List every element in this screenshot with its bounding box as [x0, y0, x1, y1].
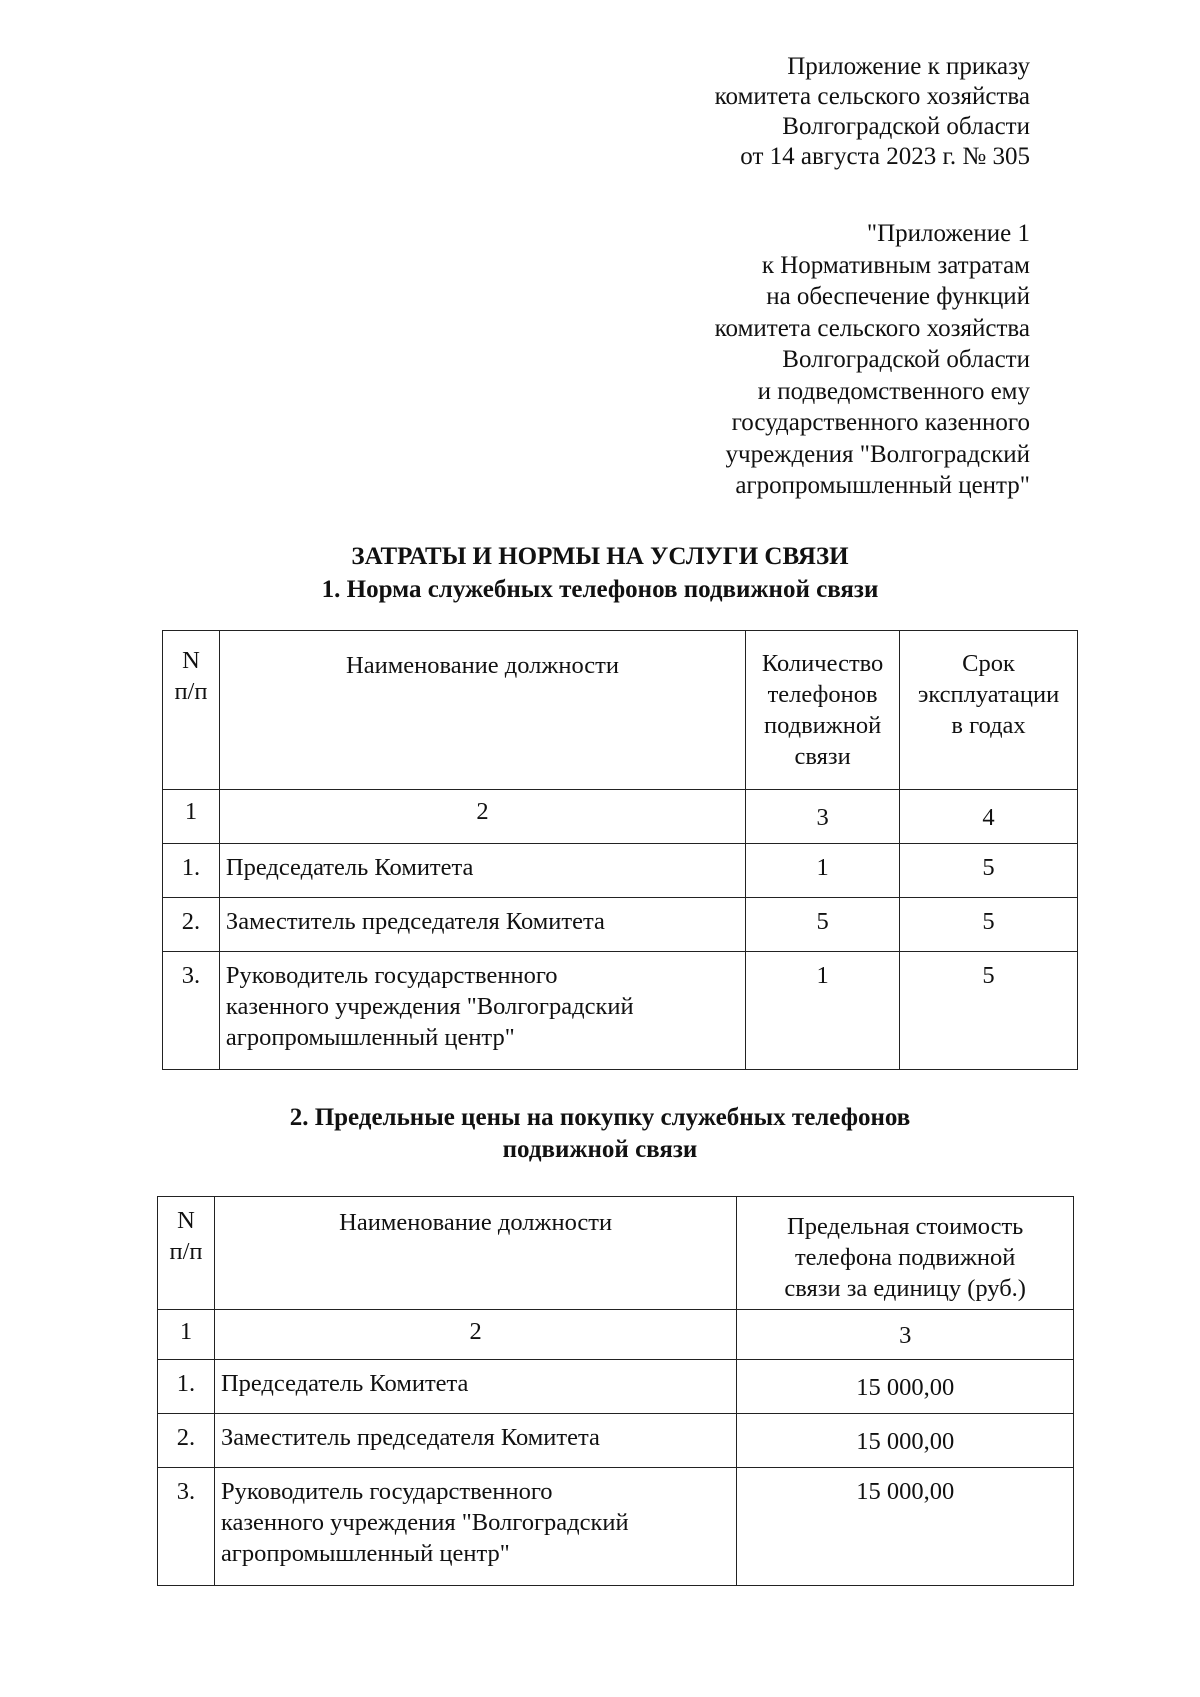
- appendix-reference-header: [715, 218, 1030, 502]
- table-index-row: [158, 1310, 1074, 1360]
- row-term: 5: [900, 844, 1078, 898]
- table-header-row: [163, 631, 1078, 790]
- row-number: 1.: [163, 844, 220, 898]
- row-price: 15 000,00: [737, 1360, 1074, 1414]
- index-cell: 2: [219, 790, 745, 844]
- row-term: 5: [900, 952, 1078, 1070]
- appendix-header-line: государственного казенного: [731, 409, 1030, 436]
- index-cell: 1: [158, 1310, 215, 1360]
- phones-price-table: [157, 1196, 1074, 1586]
- header-qty-cell: Количество телефонов подвижной связи: [746, 631, 900, 790]
- header-num-cell: N п/п: [158, 1197, 215, 1310]
- row-number: 2.: [158, 1414, 215, 1468]
- header-num-cell: N п/п: [163, 631, 220, 790]
- table-header-row: [158, 1197, 1074, 1310]
- row-price: 15 000,00: [737, 1414, 1074, 1468]
- appendix-header-line: и подведомственного ему: [757, 377, 1030, 405]
- order-header-line: Волгоградской области: [782, 113, 1030, 140]
- row-number: 3.: [158, 1468, 215, 1586]
- order-header-line: комитета сельского хозяйства: [714, 83, 1030, 110]
- row-position: Председатель Комитета: [214, 1360, 736, 1414]
- appendix-header-line: к Нормативным затратам: [761, 251, 1030, 279]
- table-row: [163, 898, 1078, 952]
- row-qty: 1: [746, 844, 900, 898]
- row-term: 5: [900, 898, 1078, 952]
- header-position-cell: Наименование должности: [219, 631, 745, 790]
- appendix-header-line: Волгоградской области: [782, 346, 1030, 373]
- row-position: Председатель Комитета: [219, 844, 745, 898]
- row-position: Руководитель государственного казенного учреждения "Волгоградский агропромышленный центр": [214, 1468, 736, 1586]
- row-number: 3.: [163, 952, 220, 1070]
- table-row: [158, 1414, 1074, 1468]
- section2-title-line: подвижной связи: [502, 1136, 698, 1163]
- index-cell: 2: [214, 1310, 736, 1360]
- row-qty: 5: [746, 898, 900, 952]
- order-header-line: Приложение к приказу: [787, 53, 1030, 80]
- order-reference-header: [715, 52, 1030, 172]
- header-price-cell: Предельная стоимость телефона подвижной связи за единицу (руб.): [737, 1197, 1074, 1310]
- index-cell: 3: [746, 790, 900, 844]
- table-row: [158, 1360, 1074, 1414]
- appendix-header-line: на обеспечение функций: [766, 283, 1030, 310]
- header-position-cell: Наименование должности: [214, 1197, 736, 1310]
- index-cell: 1: [163, 790, 220, 844]
- table-row: [163, 844, 1078, 898]
- phones-norm-table: [162, 630, 1078, 1070]
- row-position: Заместитель председателя Комитета: [214, 1414, 736, 1468]
- table-row: [163, 952, 1078, 1070]
- row-price: 15 000,00: [737, 1468, 1074, 1586]
- appendix-header-line: "Приложение 1: [866, 220, 1030, 247]
- section1-title: 1. Норма служебных телефонов подвижной связи: [321, 576, 879, 603]
- row-number: 2.: [163, 898, 220, 952]
- index-cell: 3: [737, 1310, 1074, 1360]
- section2-title-line: 2. Предельные цены на покупку служебных телефонов: [289, 1104, 911, 1131]
- appendix-header-line: агропромышленный центр": [735, 472, 1030, 499]
- row-position: Руководитель государственного казенного учреждения "Волгоградский агропромышленный центр": [219, 952, 745, 1070]
- header-term-cell: Срок эксплуатации в годах: [900, 631, 1078, 790]
- row-qty: 1: [746, 952, 900, 1070]
- index-cell: 4: [900, 790, 1078, 844]
- order-header-line: от 14 августа 2023 г. № 305: [740, 143, 1030, 170]
- table-row: [158, 1468, 1074, 1586]
- appendix-header-line: учреждения "Волгоградский: [725, 440, 1030, 468]
- row-number: 1.: [158, 1360, 215, 1414]
- table-index-row: [163, 790, 1078, 844]
- appendix-header-line: комитета сельского хозяйства: [714, 314, 1030, 342]
- main-title: ЗАТРАТЫ И НОРМЫ НА УСЛУГИ СВЯЗИ: [351, 543, 849, 570]
- row-position: Заместитель председателя Комитета: [219, 898, 745, 952]
